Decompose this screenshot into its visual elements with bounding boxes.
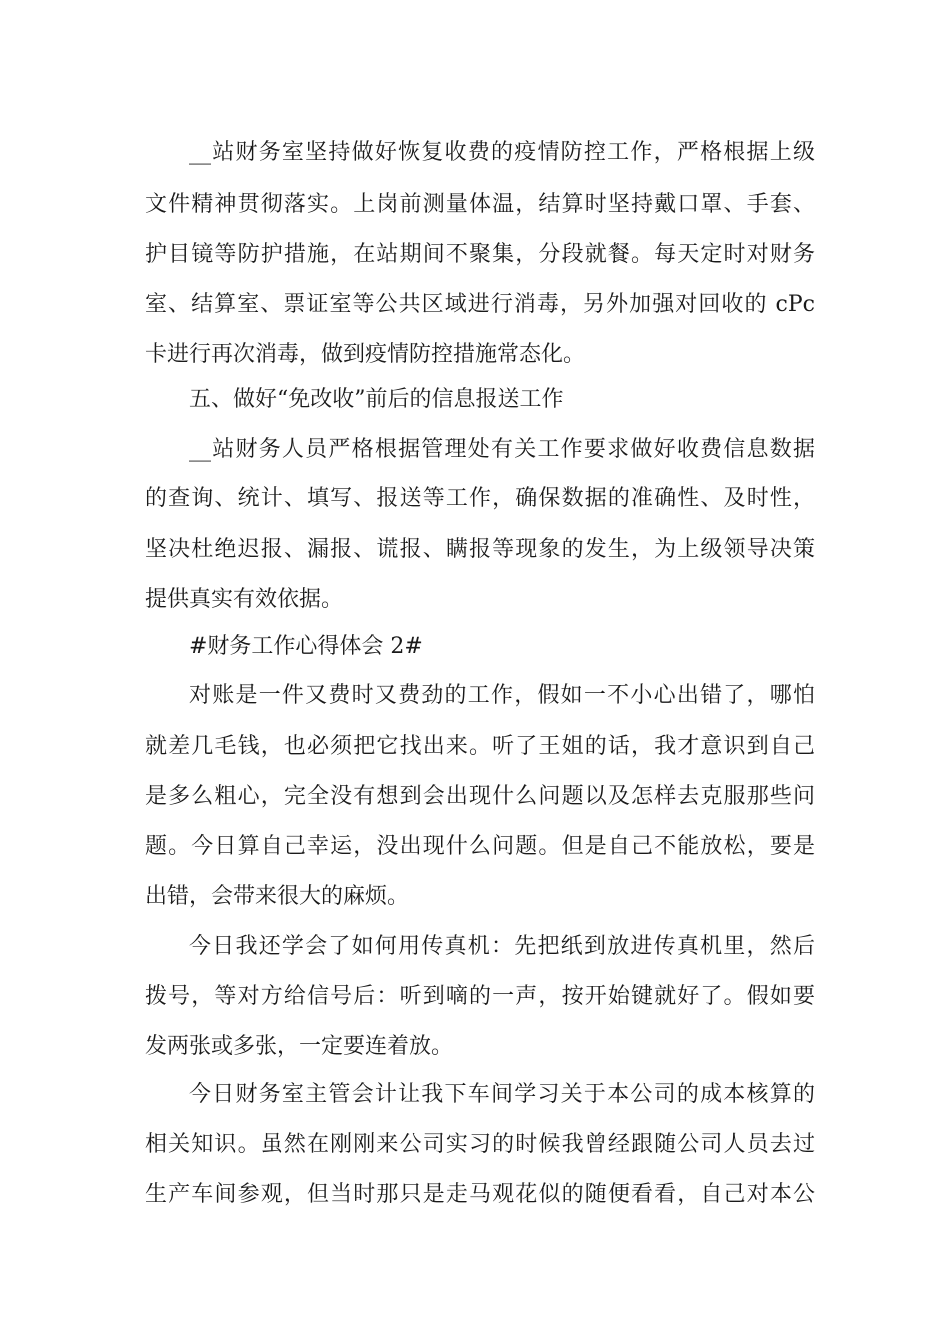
paragraph-line: 对账是一件又费时又费劲的工作，假如一不小心出错了，哪怕 — [189, 683, 815, 708]
paragraph-line: 就差几毛钱，也必须把它找出来。听了王姐的话，我才意识到自己 — [145, 734, 815, 759]
paragraph-line: 的查询、统计、填写、报送等工作，确保数据的准确性、及时性， — [145, 486, 815, 511]
paragraph-line: 室、结算室、票证室等公共区域进行消毒，另外加强对回收的 cPc — [145, 292, 815, 317]
paragraph-line: 护目镜等防护措施，在站期间不聚集，分段就餐。每天定时对财务 — [145, 242, 815, 267]
paragraph-line: 今日我还学会了如何用传真机：先把纸到放进传真机里，然后 — [189, 934, 815, 959]
section-heading: 五、做好“免改收”前后的信息报送工作 — [189, 387, 564, 412]
paragraph-line: 生产车间参观，但当时那只是走马观花似的随便看看，自己对本公 — [145, 1182, 815, 1207]
section-heading: #财务工作心得体会 2# — [189, 634, 423, 659]
paragraph-line: 发两张或多张，一定要连着放。 — [145, 1034, 454, 1059]
paragraph-line: __站财务室坚持做好恢复收费的疫情防控工作，严格根据上级 — [189, 140, 815, 165]
paragraph-line: 文件精神贯彻落实。上岗前测量体温，结算时坚持戴口罩、手套、 — [145, 192, 815, 217]
paragraph-line: 相关知识。虽然在刚刚来公司实习的时候我曾经跟随公司人员去过 — [145, 1132, 815, 1157]
paragraph-line: 坚决杜绝迟报、漏报、谎报、瞒报等现象的发生，为上级领导决策 — [145, 537, 815, 562]
paragraph-line: 是多么粗心，完全没有想到会出现什么问题以及怎样去克服那些问 — [145, 784, 815, 809]
paragraph-line: 今日财务室主管会计让我下车间学习关于本公司的成本核算的 — [189, 1082, 815, 1107]
paragraph-line: 提供真实有效依据。 — [145, 587, 344, 612]
paragraph-line: 卡进行再次消毒，做到疫情防控措施常态化。 — [145, 342, 586, 367]
paragraph-line: 拨号，等对方给信号后：听到嘀的一声，按开始键就好了。假如要 — [145, 984, 815, 1009]
paragraph-line: __站财务人员严格根据管理处有关工作要求做好收费信息数据 — [189, 437, 815, 462]
paragraph-line: 出错，会带来很大的麻烦。 — [145, 884, 410, 909]
paragraph-line: 题。今日算自己幸运，没出现什么问题。但是自己不能放松，要是 — [145, 834, 815, 859]
